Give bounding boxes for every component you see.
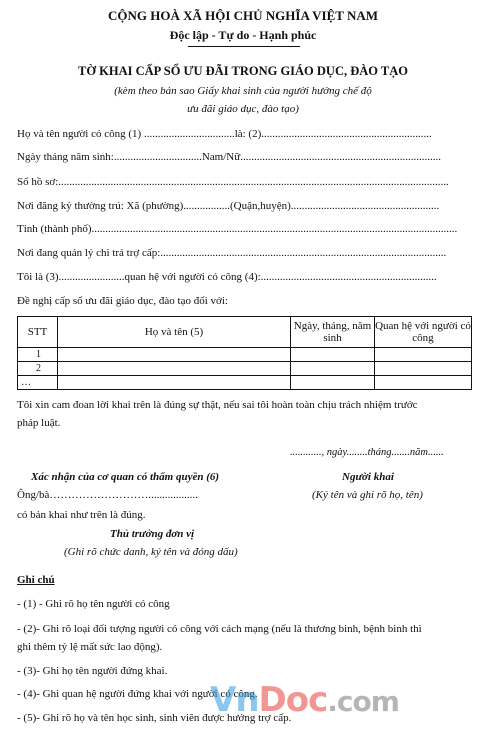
cell-empty: [375, 348, 472, 362]
form-title: TỜ KHAI CẤP SỔ ƯU ĐÃI TRONG GIÁO DỤC, ĐÀO TẠO: [77, 64, 408, 78]
cell-empty: [58, 376, 291, 390]
field-person-name: Họ và tên người có công (1) .................................là: (2)..............................................................: [17, 128, 432, 140]
note-item: - (5)- Ghi rõ họ và tên học sinh, sinh viên được hưởng trợ cấp.: [17, 712, 292, 724]
date-line: ............, ngày........tháng.......năm......: [290, 447, 444, 458]
motto: Độc lập - Tự do - Hạnh phúc: [169, 28, 317, 42]
nation-header: CỘNG HOÀ XÃ HỘI CHỦ NGHĨA VIỆT NAM: [107, 8, 379, 23]
cell-empty: [58, 348, 291, 362]
table-row: [18, 362, 472, 376]
row-number: 1: [18, 348, 58, 362]
row-number: 2: [18, 362, 58, 376]
cell-empty: [58, 362, 291, 376]
declarant-title: Người khai: [342, 471, 394, 483]
field-relationship: Tôi là (3)........................quan hệ với người có công (4):................................................................: [17, 271, 437, 283]
watermark-part-2: Doc: [258, 680, 328, 720]
col-header-relationship: Quan hệ với người có công: [375, 317, 472, 348]
field-record-number: Số hồ sơ:..............................................................................................................................................: [17, 176, 449, 188]
row-number: …: [18, 376, 58, 390]
vndoc-watermark: [210, 680, 399, 720]
note-item: - (4)- Ghi quan hệ người đứng khai với người có công.: [17, 688, 258, 700]
declarant-note: (Ký tên và ghi rõ họ, tên): [312, 489, 423, 501]
note-item: - (2)- Ghi rõ loại đối tượng người có công với cách mạng (nếu là thương binh, bệnh binh thì: [17, 623, 422, 635]
table-row: [18, 348, 472, 362]
table-header-row: [18, 317, 472, 348]
field-request: Đề nghị cấp sổ ưu đãi giáo dục, đào tạo đối với:: [17, 295, 228, 307]
field-province: Tỉnh (thành phố).....................................................................................................................................: [17, 223, 458, 235]
head-title: Thủ trưởng đơn vị: [110, 528, 195, 540]
field-payment-office: Nơi đang quản lý chi trả trợ cấp:........................................................................................................: [17, 247, 447, 259]
declaration-line-2: pháp luật.: [17, 417, 61, 429]
cell-empty: [291, 362, 375, 376]
notes-title: Ghi chú: [17, 574, 55, 586]
cell-empty: [375, 362, 472, 376]
cell-empty: [375, 376, 472, 390]
note-item: ghi thêm tỷ lệ mất sức lao động).: [17, 641, 163, 653]
beneficiary-table: [17, 316, 472, 390]
field-residence: Nơi đăng ký thường trú: Xã (phường).................(Quận,huyện)......................................................: [17, 200, 440, 212]
form-subtitle-2: ưu đãi giáo dục, đào tạo): [187, 103, 299, 115]
table-row: [18, 376, 472, 390]
cell-empty: [291, 348, 375, 362]
declaration-line-1: Tôi xin cam đoan lời khai trên là đúng sự thật, nếu sai tôi hoàn toàn chịu trách nhiệm trước: [17, 399, 418, 411]
note-item: - (3)- Ghi họ tên người đứng khai.: [17, 665, 168, 677]
watermark-part-1: Vn: [210, 680, 259, 720]
field-birth-date: Ngày tháng năm sinh:................................Nam/Nữ.........................................................................: [17, 151, 441, 163]
watermark-part-3: .com: [327, 685, 399, 718]
col-header-name: Họ và tên (5): [58, 317, 291, 348]
motto-underline: [188, 46, 300, 47]
cell-empty: [291, 376, 375, 390]
form-subtitle-1: (kèm theo bản sao Giấy khai sinh của người hưởng chế độ: [114, 85, 372, 97]
confirm-line-1: Ông/bà………………………..................: [17, 489, 198, 501]
col-header-stt: STT: [18, 317, 58, 348]
head-note: (Ghi rõ chức danh, ký tên và đóng dấu): [64, 546, 238, 558]
confirm-line-2: có bản khai như trên là đúng.: [17, 509, 146, 521]
confirm-title: Xác nhận của cơ quan có thẩm quyền (6): [31, 471, 220, 483]
note-item: - (1) - Ghi rõ họ tên người có công: [17, 598, 170, 610]
col-header-dob: Ngày, tháng, năm sinh: [291, 317, 375, 348]
